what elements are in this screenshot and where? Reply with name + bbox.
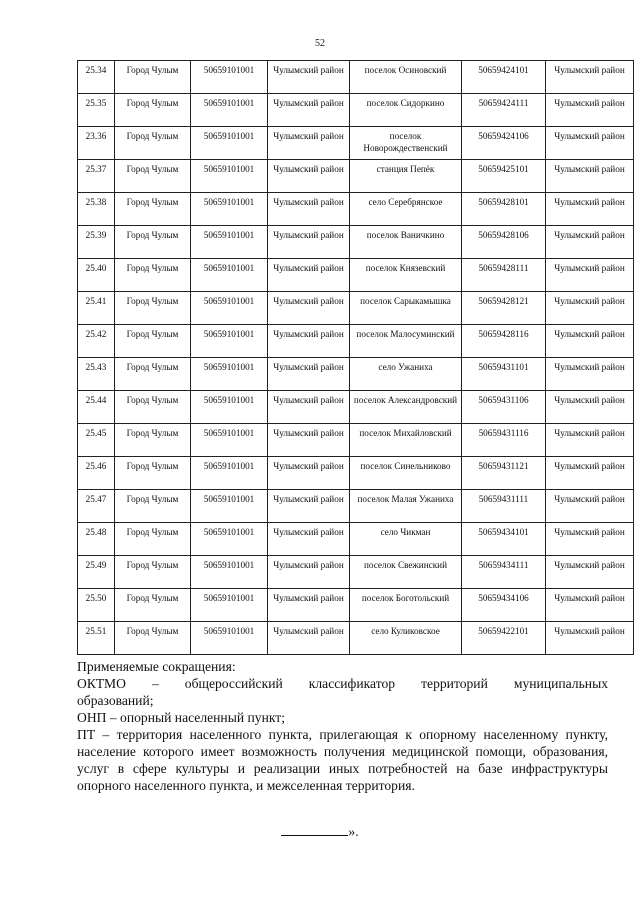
settlement-district-cell: Чулымский район xyxy=(546,160,634,193)
settlement-name-cell: поселок Сидоркино xyxy=(350,94,462,127)
municipality-name-cell: Город Чулым xyxy=(115,193,191,226)
settlement-name-cell: поселок Синельниково xyxy=(350,457,462,490)
settlement-name-cell: поселок Князевский xyxy=(350,259,462,292)
row-number-cell: 25.37 xyxy=(78,160,115,193)
municipality-district-cell: Чулымский район xyxy=(268,589,350,622)
row-number-cell: 23.36 xyxy=(78,127,115,160)
closing-signature xyxy=(0,823,640,840)
municipality-district-cell: Чулымский район xyxy=(268,226,350,259)
row-number-cell: 25.38 xyxy=(78,193,115,226)
table-row xyxy=(78,523,634,556)
settlement-name-cell: поселок Свежинский xyxy=(350,556,462,589)
settlement-name-cell: село Чикман xyxy=(350,523,462,556)
settlement-oktmo-cell: 50659425101 xyxy=(462,160,546,193)
settlement-name-cell: село Ужаниха xyxy=(350,358,462,391)
municipality-name-cell: Город Чулым xyxy=(115,556,191,589)
settlements-table xyxy=(77,60,634,655)
municipality-district-cell: Чулымский район xyxy=(268,160,350,193)
settlement-oktmo-cell: 50659428106 xyxy=(462,226,546,259)
municipality-district-cell: Чулымский район xyxy=(268,391,350,424)
municipality-name-cell: Город Чулым xyxy=(115,523,191,556)
municipality-district-cell: Чулымский район xyxy=(268,292,350,325)
settlement-oktmo-cell: 50659424106 xyxy=(462,127,546,160)
municipality-name-cell: Город Чулым xyxy=(115,61,191,94)
table-row xyxy=(78,490,634,523)
municipality-district-cell: Чулымский район xyxy=(268,523,350,556)
municipality-oktmo-cell: 50659101001 xyxy=(191,127,268,160)
municipality-oktmo-cell: 50659101001 xyxy=(191,193,268,226)
row-number-cell: 25.40 xyxy=(78,259,115,292)
settlement-district-cell: Чулымский район xyxy=(546,490,634,523)
municipality-name-cell: Город Чулым xyxy=(115,292,191,325)
municipality-oktmo-cell: 50659101001 xyxy=(191,292,268,325)
row-number-cell: 25.41 xyxy=(78,292,115,325)
settlement-district-cell: Чулымский район xyxy=(546,391,634,424)
municipality-name-cell: Город Чулым xyxy=(115,94,191,127)
municipality-oktmo-cell: 50659101001 xyxy=(191,94,268,127)
settlement-oktmo-cell: 50659434106 xyxy=(462,589,546,622)
abbreviation-onp: ОНП – опорный населенный пункт; xyxy=(77,710,285,725)
table-row xyxy=(78,391,634,424)
municipality-name-cell: Город Чулым xyxy=(115,490,191,523)
municipality-district-cell: Чулымский район xyxy=(268,325,350,358)
settlement-oktmo-cell: 50659424101 xyxy=(462,61,546,94)
municipality-name-cell: Город Чулым xyxy=(115,325,191,358)
abbreviations-heading: Применяемые сокращения: xyxy=(77,659,236,674)
abbreviation-oktmo-line1: ОКТМО – общероссийский классификатор территорий муниципальных xyxy=(77,676,608,691)
settlement-district-cell: Чулымский район xyxy=(546,556,634,589)
municipality-name-cell: Город Чулым xyxy=(115,259,191,292)
municipality-oktmo-cell: 50659101001 xyxy=(191,622,268,655)
settlement-oktmo-cell: 50659424111 xyxy=(462,94,546,127)
municipality-oktmo-cell: 50659101001 xyxy=(191,358,268,391)
settlement-oktmo-cell: 50659431111 xyxy=(462,490,546,523)
municipality-oktmo-cell: 50659101001 xyxy=(191,424,268,457)
settlement-district-cell: Чулымский район xyxy=(546,589,634,622)
municipality-oktmo-cell: 50659101001 xyxy=(191,457,268,490)
table-row xyxy=(78,61,634,94)
settlement-name-cell: поселок Александровский xyxy=(350,391,462,424)
settlement-district-cell: Чулымский район xyxy=(546,127,634,160)
row-number-cell: 25.35 xyxy=(78,94,115,127)
municipality-district-cell: Чулымский район xyxy=(268,556,350,589)
settlement-oktmo-cell: 50659428121 xyxy=(462,292,546,325)
settlement-name-cell: поселок Осиновский xyxy=(350,61,462,94)
settlement-name-cell: село Серебрянское xyxy=(350,193,462,226)
municipality-oktmo-cell: 50659101001 xyxy=(191,556,268,589)
settlement-district-cell: Чулымский район xyxy=(546,61,634,94)
settlement-district-cell: Чулымский район xyxy=(546,325,634,358)
municipality-oktmo-cell: 50659101001 xyxy=(191,61,268,94)
row-number-cell: 25.44 xyxy=(78,391,115,424)
settlement-oktmo-cell: 50659422101 xyxy=(462,622,546,655)
municipality-name-cell: Город Чулым xyxy=(115,457,191,490)
settlement-name-cell: село Куликовское xyxy=(350,622,462,655)
table-row xyxy=(78,457,634,490)
settlement-district-cell: Чулымский район xyxy=(546,358,634,391)
abbreviation-oktmo-line2: образований; xyxy=(77,693,154,708)
settlement-name-cell: поселок Малая Ужаниха xyxy=(350,490,462,523)
municipality-district-cell: Чулымский район xyxy=(268,490,350,523)
settlement-district-cell: Чулымский район xyxy=(546,94,634,127)
row-number-cell: 25.45 xyxy=(78,424,115,457)
settlement-district-cell: Чулымский район xyxy=(546,193,634,226)
row-number-cell: 25.51 xyxy=(78,622,115,655)
settlement-oktmo-cell: 50659434111 xyxy=(462,556,546,589)
row-number-cell: 25.49 xyxy=(78,556,115,589)
municipality-oktmo-cell: 50659101001 xyxy=(191,226,268,259)
settlement-district-cell: Чулымский район xyxy=(546,457,634,490)
settlement-oktmo-cell: 50659431121 xyxy=(462,457,546,490)
table-row xyxy=(78,325,634,358)
row-number-cell: 25.50 xyxy=(78,589,115,622)
row-number-cell: 25.34 xyxy=(78,61,115,94)
abbreviations-section xyxy=(77,658,608,794)
settlement-oktmo-cell: 50659431116 xyxy=(462,424,546,457)
municipality-oktmo-cell: 50659101001 xyxy=(191,523,268,556)
municipality-oktmo-cell: 50659101001 xyxy=(191,490,268,523)
table-row xyxy=(78,193,634,226)
settlement-name-cell: поселок Михайловский xyxy=(350,424,462,457)
closing-mark: ». xyxy=(348,824,359,839)
row-number-cell: 25.39 xyxy=(78,226,115,259)
settlement-district-cell: Чулымский район xyxy=(546,523,634,556)
settlement-district-cell: Чулымский район xyxy=(546,622,634,655)
settlement-name-cell: поселок Ваничкино xyxy=(350,226,462,259)
municipality-name-cell: Город Чулым xyxy=(115,589,191,622)
settlement-district-cell: Чулымский район xyxy=(546,424,634,457)
settlement-district-cell: Чулымский район xyxy=(546,226,634,259)
row-number-cell: 25.48 xyxy=(78,523,115,556)
municipality-district-cell: Чулымский район xyxy=(268,94,350,127)
municipality-oktmo-cell: 50659101001 xyxy=(191,259,268,292)
settlement-name-cell: станция Пепёк xyxy=(350,160,462,193)
municipality-district-cell: Чулымский район xyxy=(268,127,350,160)
table-row xyxy=(78,292,634,325)
settlement-oktmo-cell: 50659431106 xyxy=(462,391,546,424)
municipality-district-cell: Чулымский район xyxy=(268,424,350,457)
abbreviation-pt: ПТ – территория населенного пункта, прилегающая к опорному населенному пункту, население которого имеет возможность получения медицинской помощи, образования, услуг в сфере культуры и реализации иных потребностей на базе инфраструктуры опорного населенного пункта, и межселенная территория. xyxy=(77,727,608,793)
table-row xyxy=(78,424,634,457)
settlement-oktmo-cell: 50659431101 xyxy=(462,358,546,391)
municipality-name-cell: Город Чулым xyxy=(115,424,191,457)
municipality-district-cell: Чулымский район xyxy=(268,622,350,655)
settlement-oktmo-cell: 50659434101 xyxy=(462,523,546,556)
row-number-cell: 25.43 xyxy=(78,358,115,391)
municipality-oktmo-cell: 50659101001 xyxy=(191,325,268,358)
table-body xyxy=(78,61,634,655)
municipality-name-cell: Город Чулым xyxy=(115,622,191,655)
table-row xyxy=(78,160,634,193)
municipality-name-cell: Город Чулым xyxy=(115,391,191,424)
table-row xyxy=(78,358,634,391)
municipality-oktmo-cell: 50659101001 xyxy=(191,589,268,622)
settlement-name-cell: поселок Боготольский xyxy=(350,589,462,622)
row-number-cell: 25.42 xyxy=(78,325,115,358)
settlement-district-cell: Чулымский район xyxy=(546,292,634,325)
table-row xyxy=(78,94,634,127)
municipality-district-cell: Чулымский район xyxy=(268,358,350,391)
settlement-name-cell: поселок Новорождественский xyxy=(350,127,462,160)
table-row xyxy=(78,622,634,655)
municipality-district-cell: Чулымский район xyxy=(268,457,350,490)
municipality-oktmo-cell: 50659101001 xyxy=(191,391,268,424)
settlement-name-cell: поселок Сарыкамышка xyxy=(350,292,462,325)
municipality-district-cell: Чулымский район xyxy=(268,61,350,94)
row-number-cell: 25.47 xyxy=(78,490,115,523)
table-row xyxy=(78,259,634,292)
page-number: 52 xyxy=(315,38,325,49)
settlement-district-cell: Чулымский район xyxy=(546,259,634,292)
municipality-district-cell: Чулымский район xyxy=(268,193,350,226)
municipality-name-cell: Город Чулым xyxy=(115,127,191,160)
row-number-cell: 25.46 xyxy=(78,457,115,490)
settlement-oktmo-cell: 50659428111 xyxy=(462,259,546,292)
municipality-oktmo-cell: 50659101001 xyxy=(191,160,268,193)
table-row xyxy=(78,226,634,259)
table-row xyxy=(78,127,634,160)
table-row xyxy=(78,589,634,622)
settlement-oktmo-cell: 50659428101 xyxy=(462,193,546,226)
table-row xyxy=(78,556,634,589)
settlement-name-cell: поселок Малосуминский xyxy=(350,325,462,358)
municipality-name-cell: Город Чулым xyxy=(115,226,191,259)
settlement-oktmo-cell: 50659428116 xyxy=(462,325,546,358)
municipality-name-cell: Город Чулым xyxy=(115,358,191,391)
signature-line xyxy=(281,823,348,836)
municipality-name-cell: Город Чулым xyxy=(115,160,191,193)
municipality-district-cell: Чулымский район xyxy=(268,259,350,292)
